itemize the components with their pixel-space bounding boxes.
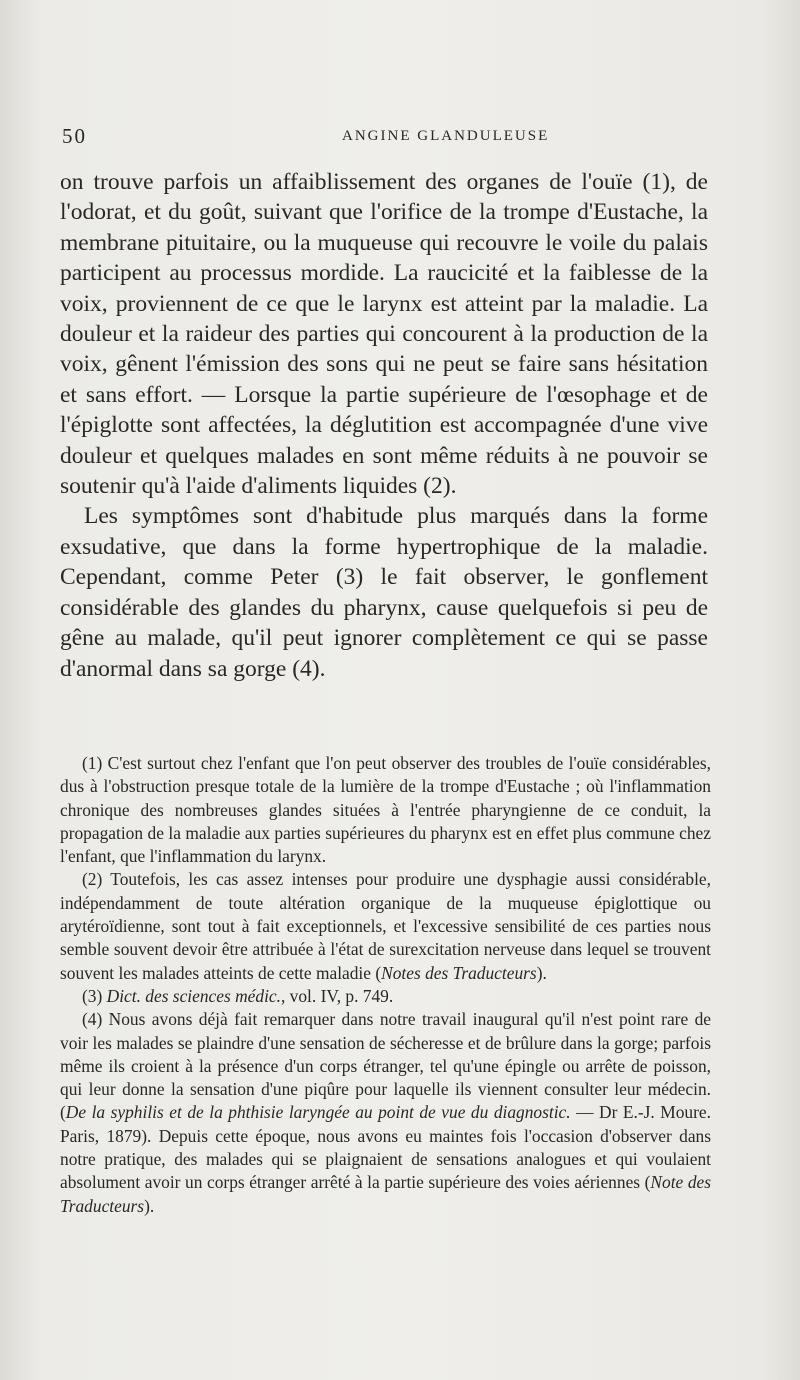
footnote-4 [60,1008,711,1218]
footnote-3-number: (3) [82,985,107,1006]
footnote-4-end: ). [144,1195,155,1216]
footnote-3 [60,985,711,1008]
footnote-2-end: ). [536,962,547,983]
footnotes [60,752,711,1218]
running-title: ANGINE GLANDULEUSE [342,128,550,144]
footnote-4-middle: — Dr E.-J. Moure. Paris, 1879). Depuis cette époque, nous avons eu maintes fois l'occasion d'observer dans notre pratique, des malades qui se plaignaient de sensations analogues et qui voulaient absolument avoir un corps étranger arrêté à la partie supérieure des voies aériennes ( [60,1102,711,1193]
footnote-3-end: , vol. IV, p. 749. [280,985,394,1006]
footnote-2 [60,868,711,984]
main-text [60,167,708,684]
body-paragraph-2: Les symptômes sont d'habitude plus marqués dans la forme exsudative, que dans la forme hypertrophique de la maladie. Cependant, comme Peter (3) le fait observer, le gonflement considérable des glandes du pharynx, cause quelquefois si peu de gêne au malade, qu'il peut ignorer complètement ce qui se passe d'anormal dans sa gorge (4). [60,503,708,682]
footnote-4-source: Note des Traducteurs [60,1172,712,1216]
page-header [62,124,742,150]
footnote-4-title: De la syphilis et de la phthisie laryngée au point de vue du diagnostic. [65,1102,571,1123]
body-paragraph-1: on trouve parfois un affaiblissement des organes de l'ouïe (1), de l'odorat, et du goût, suivant que l'orifice de la trompe d'Eustache, la membrane pituitaire, ou la muqueuse qui recouvre le voile du palais participent au processus mordide. La raucicité et la faiblesse de la voix, proviennent de ce que le larynx est atteint par la maladie. La douleur et la raideur des parties qui concourent à la production de la voix, gênent l'émission des sons qui ne peut se faire sans hésitation et sans effort. — Lorsque la partie supérieure de l'œsophage et de l'épiglotte sont affectées, la déglutition est accompagnée d'une vive douleur et quelques malades en sont même réduits à ne pouvoir se soutenir qu'à l'aide d'aliments liquides (2). [60,169,708,500]
page-number: 50 [62,124,87,148]
footnote-2-text: (2) Toutefois, les cas assez intenses pour produire une dysphagie aussi considérable, indépendamment de toute altération organique de la muqueuse épiglottique ou arytéroïdienne, sont tout à fait exceptionnels, et l'excessive sensibilité de ces parties nous semble souvent devoir être attribuée à l'état de surexcitation nerveuse dans lequel se trouvent souvent les malades atteints de cette maladie ( [60,869,711,983]
footnote-3-source: Dict. des sciences médic. [106,985,281,1006]
footnote-2-source: Notes des Traducteurs [381,962,537,983]
footnote-4-text: (4) Nous avons déjà fait remarquer dans notre travail inaugural qu'il n'est point rare de voir les malades se plaindre d'une sensation de sécheresse et de brûlure dans la gorge; parfois même ils croient à la présence d'un corps étranger, tel qu'une épingle ou arrête de poisson, qui leur donne la sensation d'une piqûre pour laquelle ils viennent consulter leur médecin. ( [60,1009,711,1123]
footnote-1: (1) C'est surtout chez l'enfant que l'on peut observer des troubles de l'ouïe considérables, dus à l'obstruction presque totale de la lumière de la trompe d'Eustache ; où l'inflammation chronique des nombreuses glandes situées à l'entrée pharyngienne de ce conduit, la propagation de la maladie aux parties supérieures du pharynx est en effet plus commune chez l'enfant, que l'inflammation du larynx. [60,753,711,867]
